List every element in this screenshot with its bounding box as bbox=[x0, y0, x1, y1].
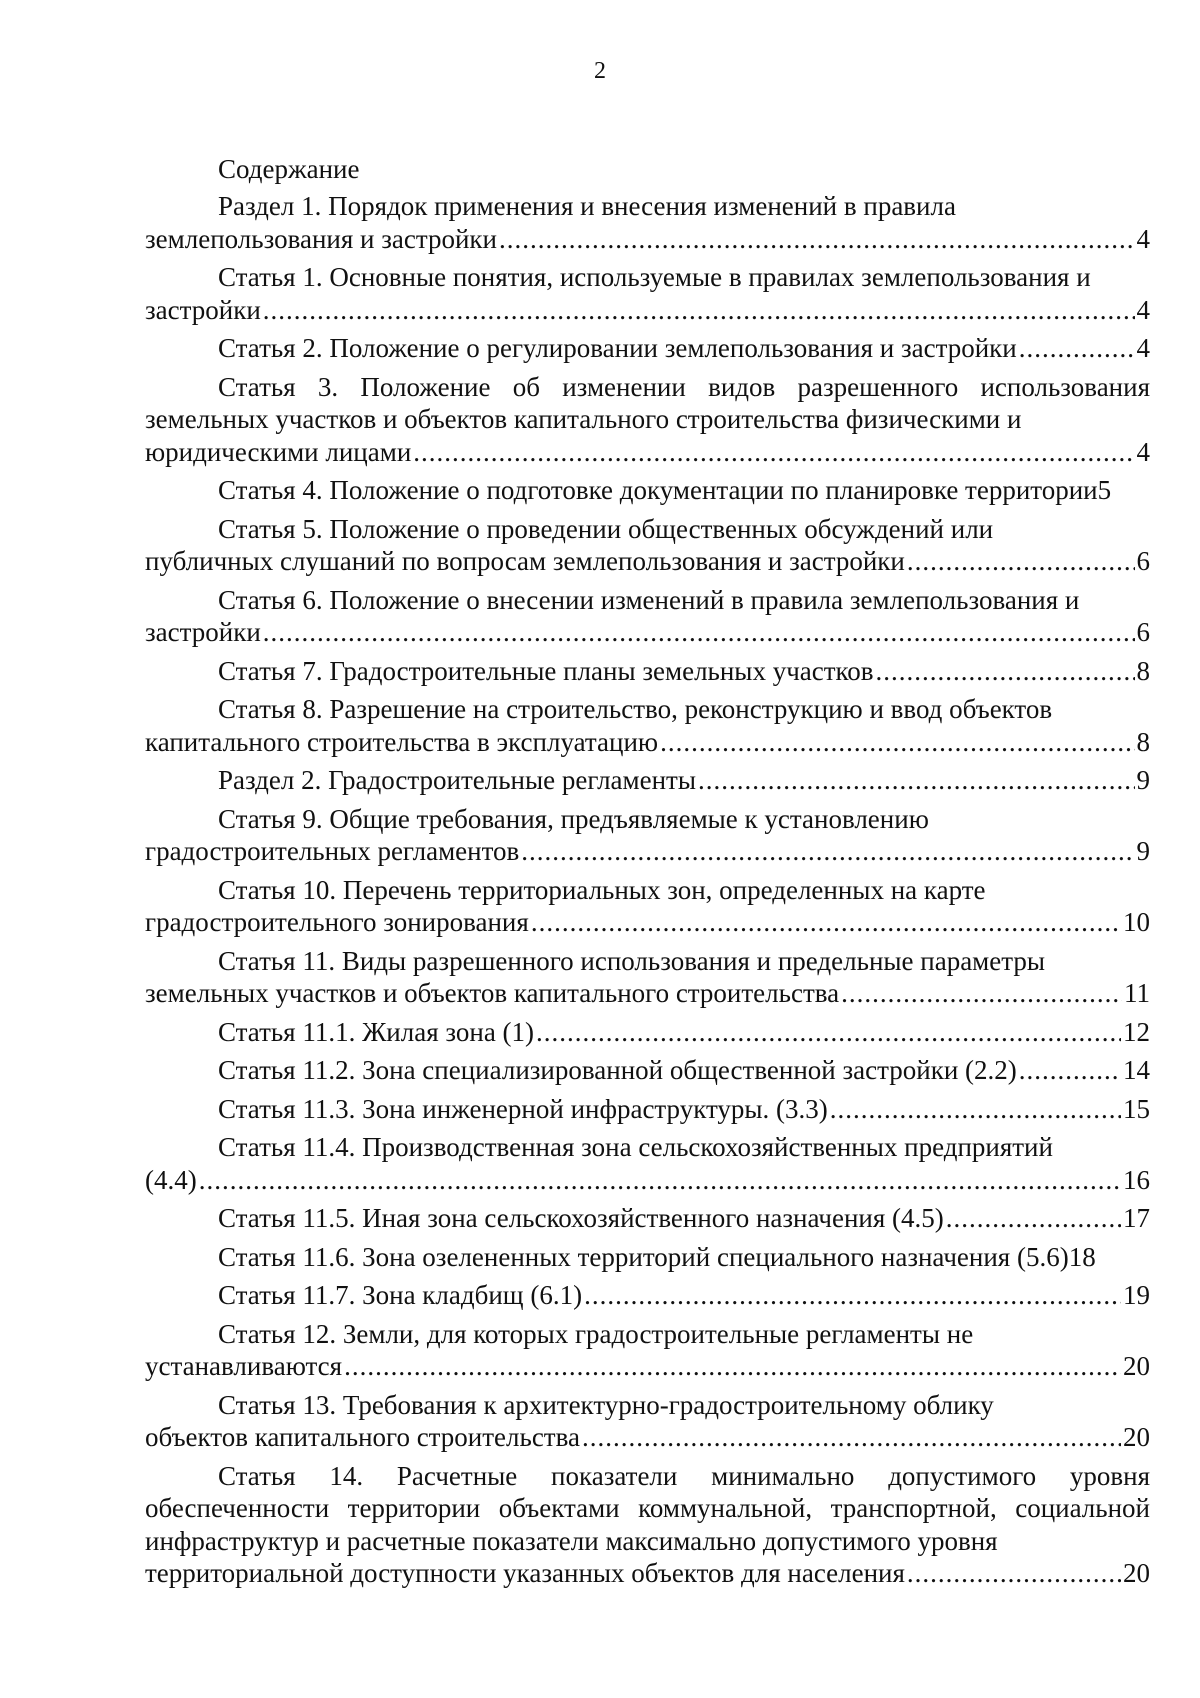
dot-leader bbox=[660, 726, 1134, 759]
toc-entry-title: Статья 11. Виды разрешенного использования и предельные параметры bbox=[218, 945, 1046, 976]
toc-entry bbox=[145, 764, 1150, 797]
toc-entry-title: Раздел 1. Порядок применения и внесения изменений в правила bbox=[218, 191, 956, 221]
toc-page-number: 4 bbox=[1136, 223, 1150, 254]
toc-entry bbox=[145, 1016, 1150, 1049]
toc-entry-line bbox=[145, 1279, 1150, 1312]
toc-entry-title: Статья 4. Положение о подготовке документации по планировке территории bbox=[218, 475, 1098, 505]
toc-entry-title-continuation: территориальной доступности указанных объектов для населения bbox=[145, 1558, 905, 1588]
toc-entry bbox=[145, 945, 1150, 1010]
page-number: 2 bbox=[594, 58, 606, 84]
toc-entry bbox=[145, 332, 1150, 365]
toc-entry bbox=[145, 1054, 1150, 1087]
dot-leader bbox=[263, 294, 1135, 327]
toc-entry-line bbox=[145, 436, 1150, 469]
dot-leader bbox=[582, 1421, 1121, 1454]
toc-page-number: 8 bbox=[1136, 726, 1150, 757]
dot-leader bbox=[1019, 332, 1135, 365]
toc-entry-line bbox=[145, 1054, 1150, 1087]
toc-entry-title: Статья 13. Требования к архитектурно-градостроительному облику bbox=[218, 1389, 994, 1420]
dot-leader bbox=[907, 545, 1135, 578]
toc-entry-title: Раздел 2. Градостроительные регламенты bbox=[218, 765, 696, 795]
toc-entry bbox=[145, 1241, 1150, 1274]
dot-leader bbox=[531, 906, 1121, 939]
toc-page-number: 12 bbox=[1123, 1016, 1150, 1047]
toc-entry-title-continuation: юридическими лицами bbox=[145, 436, 412, 467]
toc-entry-title: Статья 8. Разрешение на строительство, реконструкцию и ввод объектов bbox=[218, 694, 1053, 724]
toc-entry-title-continuation: устанавливаются bbox=[145, 1351, 343, 1381]
toc-entry-line bbox=[145, 1350, 1150, 1383]
toc-entry-line bbox=[145, 1241, 1150, 1274]
toc-entry-line bbox=[145, 1016, 1150, 1049]
toc-heading: Содержание bbox=[218, 154, 360, 184]
toc-entry-title-continuation: земельных участков и объектов капитального строительства bbox=[145, 978, 840, 1008]
dot-leader bbox=[1019, 1054, 1121, 1087]
toc-page-number: 4 bbox=[1136, 294, 1150, 325]
toc-entry-title-continuation: землепользования и застройки bbox=[145, 223, 498, 254]
toc-entry bbox=[145, 693, 1150, 758]
toc-entry bbox=[145, 803, 1150, 868]
toc-entry-title: Статья 11.6. Зона озелененных территорий специального назначения (5.6) bbox=[218, 1241, 1069, 1272]
dot-leader bbox=[946, 1202, 1121, 1235]
toc-page-number: 10 bbox=[1123, 907, 1150, 937]
toc-page-number: 19 bbox=[1123, 1280, 1150, 1310]
toc-page-number: 20 bbox=[1123, 1351, 1150, 1381]
toc-entry-title: Статья 9. Общие требования, предъявляемые к установлению bbox=[218, 803, 929, 834]
toc-entry-title: Статья 14. Расчетные показатели минимально допустимого уровня обеспеченности территории объектами коммунальной, транспортной, социальной инфраструктур и расчетные показатели максимально допустимого уровня bbox=[145, 1460, 1150, 1556]
dot-leader bbox=[698, 764, 1135, 797]
toc-entry-line bbox=[145, 835, 1150, 868]
toc-page-number: 9 bbox=[1136, 765, 1150, 795]
toc-entry-line bbox=[145, 294, 1150, 327]
toc-entry-line bbox=[145, 1093, 1150, 1126]
toc-entry bbox=[145, 1460, 1150, 1590]
toc-entry-title: Статья 12. Земли, для которых градостроительные регламенты не bbox=[218, 1318, 974, 1349]
dot-leader bbox=[199, 1164, 1121, 1197]
toc-entry-title: Статья 11.2. Зона специализированной общественной застройки (2.2) bbox=[218, 1055, 1017, 1085]
dot-leader bbox=[907, 1557, 1121, 1590]
toc-entry-line bbox=[145, 1557, 1150, 1590]
toc-page-number: 20 bbox=[1123, 1558, 1150, 1588]
toc-entry-title: Статья 2. Положение о регулировании землепользования и застройки bbox=[218, 333, 1017, 363]
toc-page-number: 6 bbox=[1136, 617, 1150, 647]
toc-entry-title: Статья 6. Положение о внесении изменений в правила землепользования и bbox=[218, 584, 1080, 615]
toc-entry-line bbox=[145, 977, 1150, 1010]
toc-entry bbox=[145, 1202, 1150, 1235]
toc-entry-line bbox=[145, 906, 1150, 939]
dot-leader bbox=[536, 1016, 1121, 1049]
toc-entry bbox=[145, 1389, 1150, 1454]
toc-entry-title: Статья 7. Градостроительные планы земельных участков bbox=[218, 655, 874, 686]
toc-page-number: 4 bbox=[1136, 333, 1150, 363]
dot-leader bbox=[521, 835, 1134, 868]
dot-leader bbox=[499, 223, 1134, 256]
toc-entry bbox=[145, 513, 1150, 578]
toc-entry-title-continuation: застройки bbox=[145, 294, 261, 325]
toc-entry-title: Статья 10. Перечень территориальных зон, определенных на карте bbox=[218, 874, 986, 905]
dot-leader bbox=[413, 436, 1134, 469]
toc-entry-title: Статья 11.7. Зона кладбищ (6.1) bbox=[218, 1280, 583, 1310]
dot-leader bbox=[841, 977, 1122, 1010]
toc-entry bbox=[145, 1093, 1150, 1126]
toc-entry-line bbox=[145, 223, 1150, 256]
dot-leader bbox=[344, 1350, 1121, 1383]
toc-entry-line bbox=[145, 332, 1150, 365]
toc-entry-title-continuation: капитального строительства в эксплуатацию bbox=[145, 726, 659, 757]
toc-page-number: 14 bbox=[1123, 1055, 1150, 1085]
toc-entry-title-continuation: застройки bbox=[145, 617, 261, 647]
toc-page-number: 15 bbox=[1123, 1093, 1150, 1124]
toc-entry-line bbox=[145, 1202, 1150, 1235]
toc-entry bbox=[145, 474, 1150, 507]
toc-entry bbox=[145, 655, 1150, 688]
toc-entry-line bbox=[145, 764, 1150, 797]
toc-page-number: 17 bbox=[1123, 1203, 1150, 1233]
toc-page-number: 5 bbox=[1097, 475, 1112, 505]
toc-page-number: 11 bbox=[1124, 978, 1150, 1008]
toc-entry-title: Статья 11.3. Зона инженерной инфраструктуры. (3.3) bbox=[218, 1093, 828, 1124]
toc-entry-title: Статья 5. Положение о проведении общественных обсуждений или bbox=[218, 513, 994, 544]
toc-page-number: 8 bbox=[1136, 655, 1150, 686]
toc-entry bbox=[145, 874, 1150, 939]
toc-entry-line bbox=[145, 616, 1150, 649]
toc-entry-line bbox=[145, 474, 1150, 507]
toc-page-number: 18 bbox=[1068, 1241, 1096, 1272]
toc-entry-title-continuation: градостроительного зонирования bbox=[145, 907, 529, 937]
toc-entry-line bbox=[145, 726, 1150, 759]
toc-entry-title: Статья 11.5. Иная зона сельскохозяйственного назначения (4.5) bbox=[218, 1203, 944, 1233]
toc-entry bbox=[145, 1279, 1150, 1312]
toc-entry-title: Статья 11.4. Производственная зона сельскохозяйственных предприятий bbox=[218, 1132, 1053, 1162]
toc-page-number: 9 bbox=[1136, 836, 1150, 866]
dot-leader bbox=[584, 1279, 1121, 1312]
dot-leader bbox=[263, 616, 1135, 649]
toc-entry-title-continuation: объектов капитального строительства bbox=[145, 1422, 580, 1452]
toc-entry-line bbox=[145, 655, 1150, 688]
toc-entry bbox=[145, 1131, 1150, 1196]
toc-entry-title-continuation: публичных слушаний по вопросам землепользования и застройки bbox=[145, 546, 905, 576]
toc-entry bbox=[145, 1318, 1150, 1383]
toc-page-number: 4 bbox=[1136, 436, 1150, 467]
dot-leader bbox=[830, 1093, 1121, 1126]
toc-entry-title: Статья 1. Основные понятия, используемые в правилах землепользования и bbox=[218, 262, 1091, 292]
dot-leader bbox=[876, 655, 1135, 688]
toc-entry-title-continuation: градостроительных регламентов bbox=[145, 836, 520, 866]
toc-page-number: 6 bbox=[1136, 546, 1150, 576]
toc-entry-title: Статья 3. Положение об изменении видов разрешенного использования земельных участков и объектов капитального строительства физическими и bbox=[145, 371, 1150, 434]
toc-entry-line bbox=[145, 1164, 1150, 1197]
table-of-contents bbox=[145, 190, 1150, 1596]
toc-entry-line bbox=[145, 1421, 1150, 1454]
toc-entry bbox=[145, 261, 1150, 326]
toc-page-number: 16 bbox=[1123, 1164, 1150, 1195]
toc-entry bbox=[145, 190, 1150, 255]
toc-entry bbox=[145, 371, 1150, 469]
toc-entry-title-continuation: (4.4) bbox=[145, 1164, 197, 1195]
toc-entry-line bbox=[145, 545, 1150, 578]
toc-page-number: 20 bbox=[1123, 1422, 1150, 1452]
toc-entry bbox=[145, 584, 1150, 649]
toc-entry-title: Статья 11.1. Жилая зона (1) bbox=[218, 1016, 535, 1047]
